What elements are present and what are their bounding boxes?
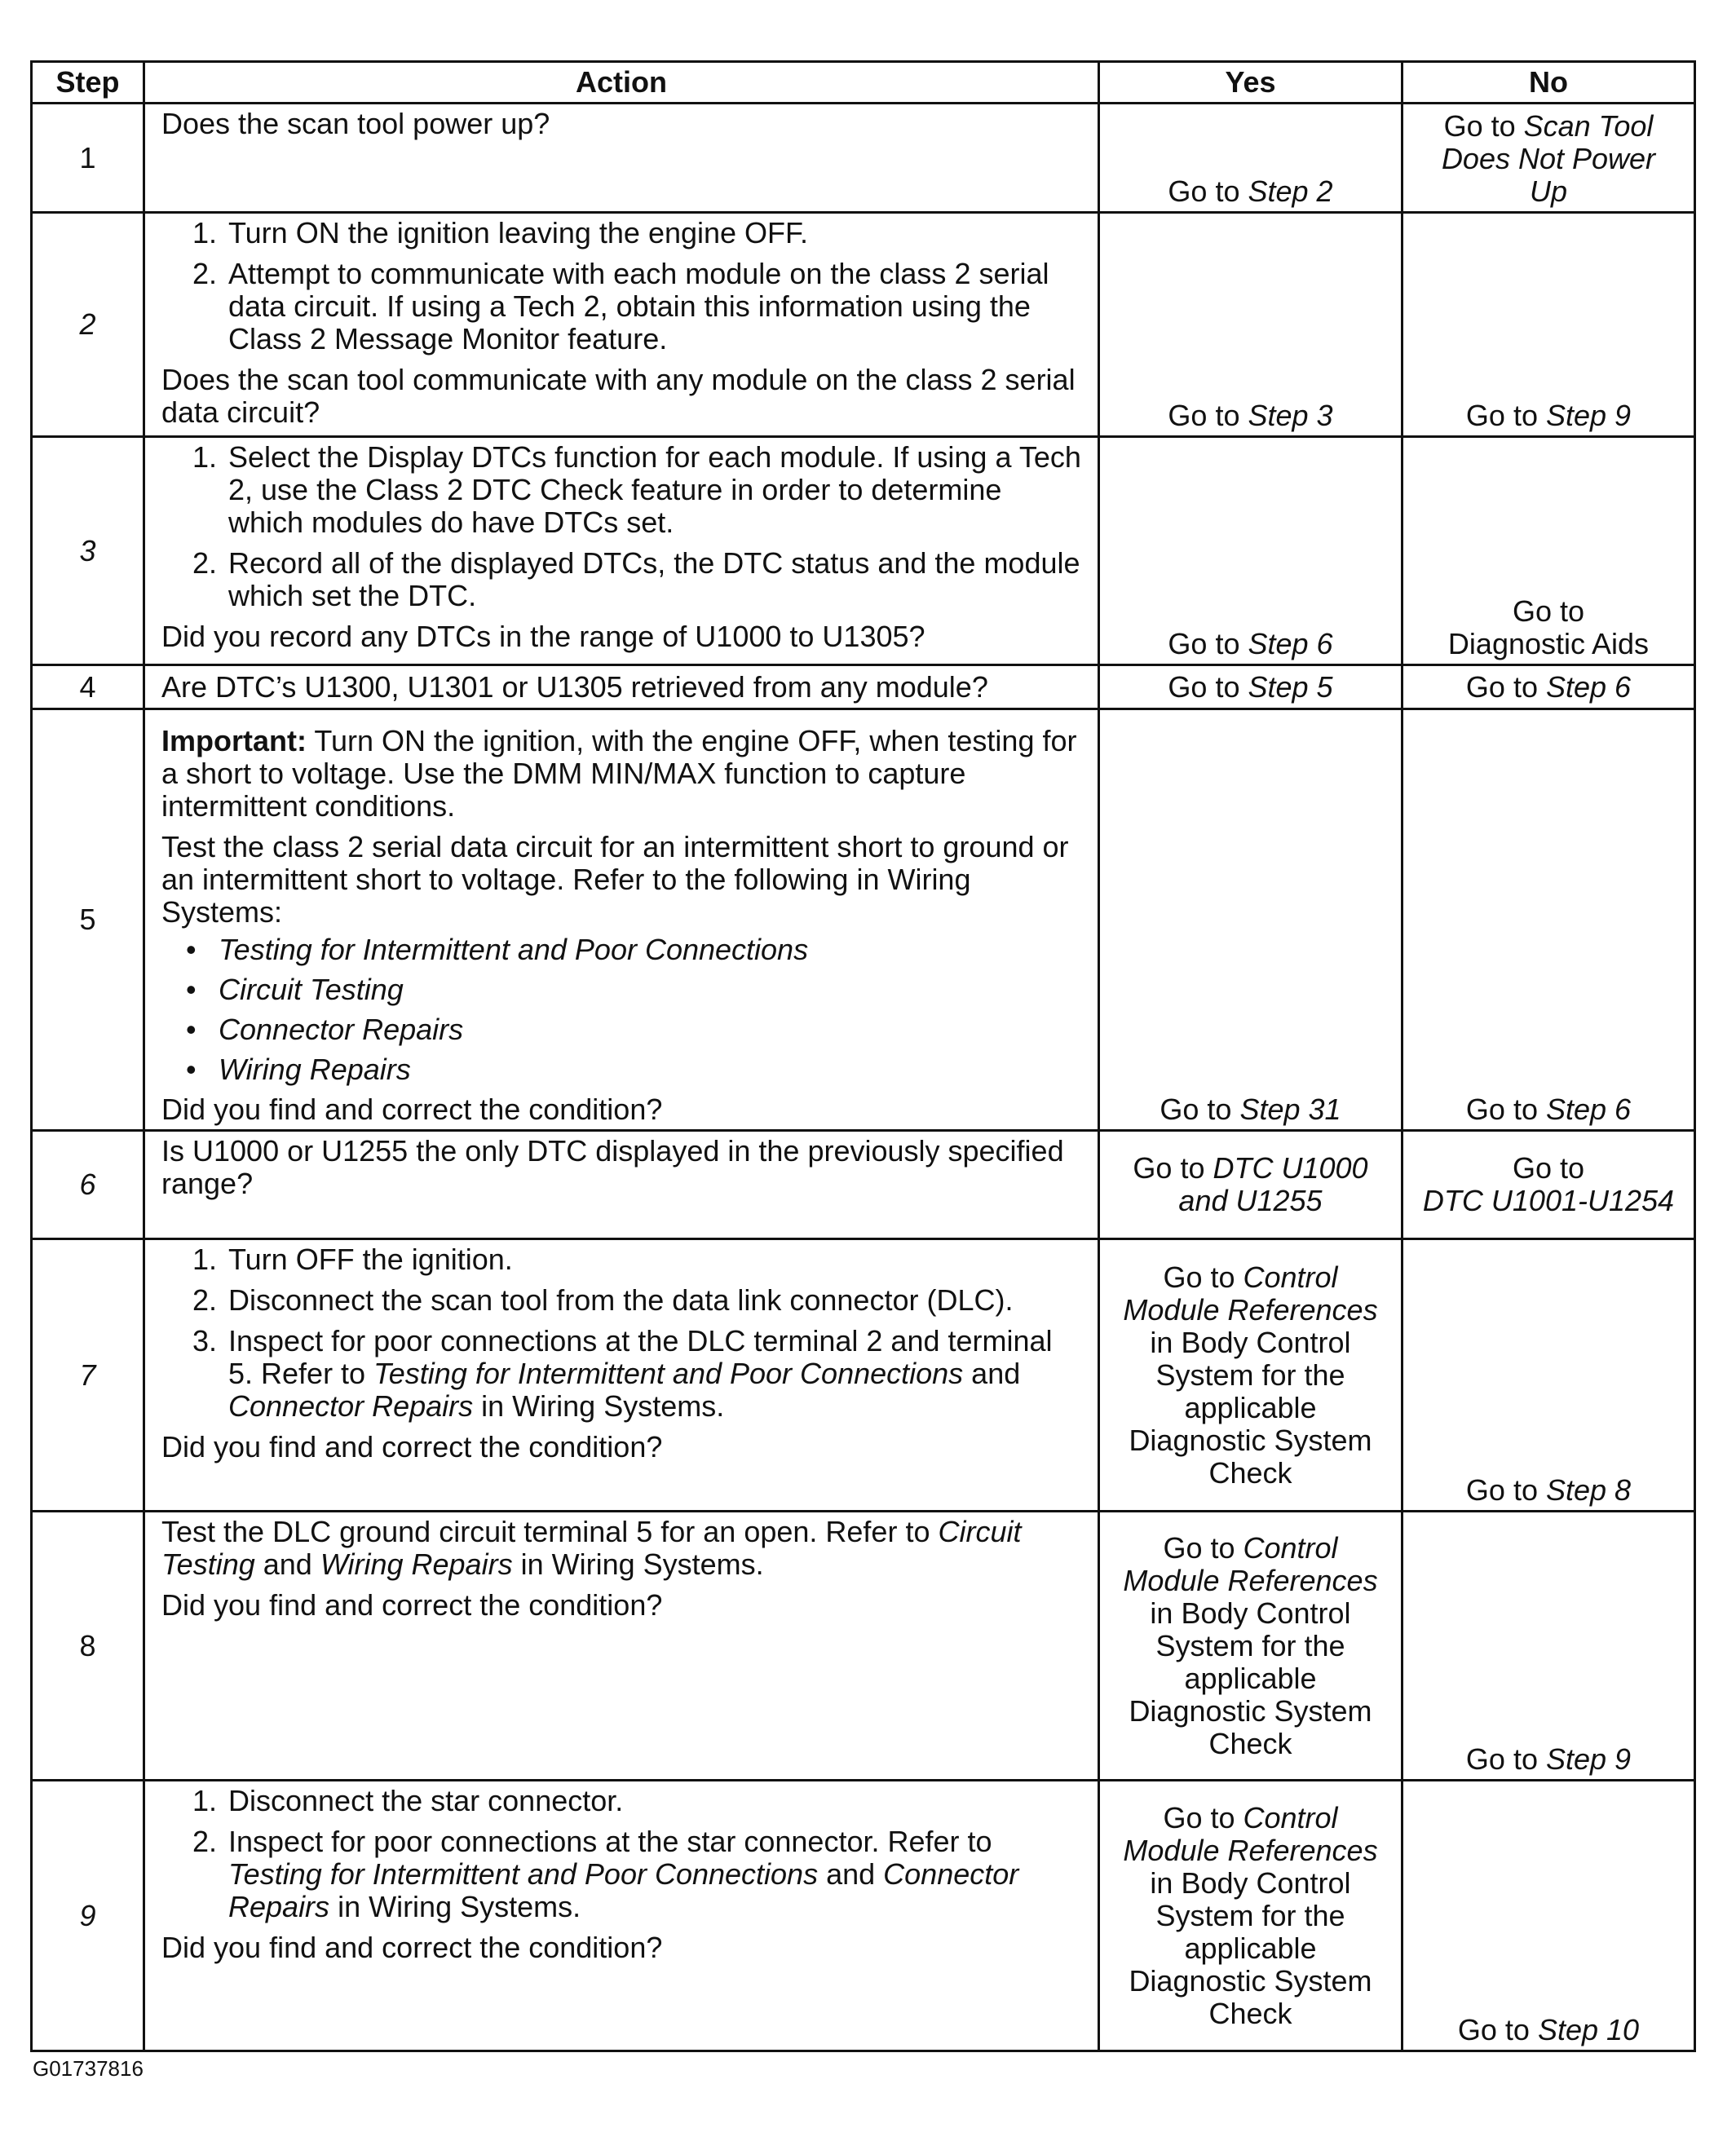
important-label: Important:: [161, 724, 307, 757]
action-cell: [144, 104, 1099, 213]
item-number: 1.: [192, 1243, 217, 1276]
reference-link: Testing for Intermittent and Poor Connections: [373, 1357, 964, 1390]
table-row: [32, 1239, 1695, 1512]
no-text: Go to: [1457, 2013, 1538, 2046]
item-number: 1.: [192, 216, 217, 249]
yes-text: in Body Control System for the applicable Diagnostic System Check: [1129, 1865, 1372, 2030]
action-steps: [161, 1243, 1081, 1423]
item-number: 3.: [192, 1324, 217, 1358]
yes-text: Go to: [1133, 1151, 1213, 1185]
item-text: Inspect for poor connections at the star connector. Refer to: [228, 1825, 992, 1858]
action-text-part: and: [254, 1547, 320, 1581]
item-text: Disconnect the scan tool from the data link connector (DLC).: [228, 1283, 1014, 1317]
reference-list: [161, 934, 1081, 1086]
action-cell: [144, 213, 1099, 437]
header-action: Action: [144, 62, 1099, 104]
no-cell: [1402, 437, 1695, 665]
item-text: and: [818, 1857, 884, 1891]
table-row: [32, 1781, 1695, 2051]
no-link: Step 8: [1545, 1473, 1632, 1507]
list-item: [161, 217, 1081, 249]
no-link: Scan Tool Does Not Power Up: [1441, 109, 1656, 208]
no-link: Step 10: [1537, 2013, 1640, 2046]
no-text: Go to: [1465, 1473, 1546, 1507]
no-text: Go to: [1465, 1093, 1546, 1126]
list-item: • Testing for Intermittent and Poor Connections: [161, 934, 1081, 966]
list-item: [161, 441, 1081, 539]
no-link: Step 9: [1545, 1742, 1632, 1776]
reference-link: Connector Repairs: [228, 1857, 1019, 1923]
list-item: • Circuit Testing: [161, 973, 1081, 1006]
diagnostic-table: [30, 60, 1696, 2052]
yes-link: Step 5: [1248, 669, 1333, 704]
no-cell: [1402, 665, 1695, 709]
figure-id: G01737816: [33, 2056, 144, 2081]
item-text: Record all of the displayed DTCs, the DTC status and the module which set the DTC.: [228, 546, 1080, 612]
step-number: 6: [32, 1131, 144, 1239]
no-link: Step 6: [1545, 1093, 1632, 1126]
yes-text: in Body Control System for the applicable Diagnostic System Check: [1129, 1325, 1372, 1490]
action-text-part: Test the DLC ground circuit terminal 5 for an open. Refer to: [161, 1515, 939, 1548]
action-text-part: in Wiring Systems.: [512, 1547, 764, 1581]
table-row: [32, 1131, 1695, 1239]
important-note: [161, 725, 1081, 823]
list-item: [161, 1325, 1081, 1423]
list-item: [161, 1785, 1081, 1817]
yes-text: Go to: [1168, 669, 1248, 704]
no-text: Go to: [1465, 399, 1546, 432]
yes-link: Control Module References: [1123, 1800, 1378, 1867]
step-number: 9: [32, 1781, 144, 2051]
action-steps: [161, 217, 1081, 355]
question-text: Did you find and correct the condition?: [161, 1430, 663, 1464]
reference-link: Wiring Repairs: [320, 1547, 513, 1581]
list-item: • Wiring Repairs: [161, 1053, 1081, 1086]
yes-cell: [1099, 213, 1402, 437]
item-number: 1.: [192, 440, 217, 474]
header-no: No: [1402, 62, 1695, 104]
important-text: Turn ON the ignition, with the engine OFF, when testing for a short to voltage. Use the DMM MIN/MAX function to capture intermittent conditions.: [161, 724, 1077, 823]
yes-text: Go to: [1160, 1093, 1240, 1126]
item-text: and: [963, 1357, 1021, 1390]
action-cell: [144, 709, 1099, 1131]
yes-text: in Body Control System for the applicable Diagnostic System Check: [1129, 1596, 1372, 1760]
item-number: 2.: [192, 546, 217, 580]
yes-link: Step 31: [1239, 1093, 1341, 1126]
yes-cell: [1099, 1239, 1402, 1512]
item-number: 2.: [192, 1825, 217, 1858]
step-number: 4: [32, 665, 144, 709]
item-text: in Wiring Systems.: [329, 1890, 581, 1923]
yes-cell: [1099, 709, 1402, 1131]
reference-link: Testing for Intermittent and Poor Connections: [228, 1857, 819, 1891]
question-text: Did you find and correct the condition?: [161, 1093, 663, 1126]
table-row: [32, 1512, 1695, 1781]
yes-link: Control Module References: [1123, 1260, 1378, 1327]
item-text: Disconnect the star connector.: [228, 1784, 624, 1817]
no-cell: [1402, 1781, 1695, 2051]
item-text: Select the Display DTCs function for each module. If using a Tech 2, use the Class 2 DTC Check feature in order to determine which modules do have DTCs set.: [228, 440, 1081, 539]
yes-text: Go to: [1163, 1530, 1243, 1565]
yes-link: Control Module References: [1123, 1530, 1378, 1597]
item-text: Turn OFF the ignition.: [228, 1243, 513, 1276]
no-cell: [1402, 1131, 1695, 1239]
no-cell: [1402, 104, 1695, 213]
action-text: Test the class 2 serial data circuit for an intermittent short to ground or an intermittent short to voltage. Refer to the following in Wiring Systems:: [161, 830, 1069, 929]
step-number: 5: [32, 709, 144, 1131]
question-text: Did you find and correct the condition?: [161, 1588, 663, 1622]
no-link: Diagnostic Aids: [1447, 627, 1650, 660]
no-link: DTC U1001-U1254: [1422, 1184, 1675, 1217]
step-number: 2: [32, 213, 144, 437]
table-row: [32, 437, 1695, 665]
yes-link: Step 6: [1248, 627, 1333, 660]
header-step: Step: [32, 62, 144, 104]
no-cell: [1402, 709, 1695, 1131]
question-text: Does the scan tool communicate with any module on the class 2 serial data circuit?: [161, 363, 1076, 429]
action-cell: [144, 1239, 1099, 1512]
item-text: in Wiring Systems.: [473, 1389, 725, 1423]
list-item: [161, 1284, 1081, 1317]
no-cell: [1402, 1512, 1695, 1781]
action-cell: [144, 1512, 1099, 1781]
table-row: [32, 213, 1695, 437]
reference-link: Circuit Testing: [161, 1515, 1022, 1581]
header-yes: Yes: [1099, 62, 1402, 104]
yes-cell: [1099, 665, 1402, 709]
yes-link: Step 3: [1248, 399, 1333, 432]
no-text: Go to: [1465, 1742, 1546, 1776]
list-item: [161, 547, 1081, 612]
action-cell: [144, 1781, 1099, 2051]
yes-link: DTC U1000 and U1255: [1178, 1151, 1368, 1217]
item-number: 2.: [192, 1283, 217, 1317]
action-cell: [144, 665, 1099, 709]
item-number: 2.: [192, 257, 217, 290]
step-number: 1: [32, 104, 144, 213]
action-text: Is U1000 or U1255 the only DTC displayed in the previously specified range?: [161, 1134, 1064, 1200]
yes-text: Go to: [1163, 1800, 1243, 1834]
yes-cell: [1099, 1781, 1402, 2051]
no-text: Go to: [1512, 594, 1585, 628]
no-link: Step 6: [1545, 669, 1632, 704]
list-item: [161, 258, 1081, 355]
list-item: [161, 1826, 1081, 1923]
action-steps: [161, 1785, 1081, 1923]
action-text: Are DTC’s U1300, U1301 or U1305 retrieved from any module?: [161, 669, 988, 704]
yes-cell: [1099, 1512, 1402, 1781]
yes-text: Go to: [1163, 1260, 1243, 1294]
action-steps: [161, 441, 1081, 612]
item-text: Attempt to communicate with each module on the class 2 serial data circuit. If using a Tech 2, obtain this information using the Class 2 Message Monitor feature.: [228, 257, 1049, 355]
action-cell: [144, 437, 1099, 665]
header-row: [32, 62, 1695, 104]
no-text: Go to: [1465, 669, 1546, 704]
action-text: [161, 1516, 1081, 1581]
list-item: [161, 1243, 1081, 1276]
yes-link: Step 2: [1248, 174, 1333, 208]
action-text: Does the scan tool power up?: [161, 107, 550, 140]
no-text: Go to: [1512, 1151, 1585, 1185]
table-row: [32, 104, 1695, 213]
no-cell: [1402, 213, 1695, 437]
no-link: Step 9: [1545, 399, 1632, 432]
question-text: Did you record any DTCs in the range of U1000 to U1305?: [161, 620, 925, 653]
table-row: [32, 709, 1695, 1131]
item-text: Turn ON the ignition leaving the engine OFF.: [228, 216, 809, 249]
item-text: Inspect for poor connections at the DLC terminal 2 and terminal 5. Refer to: [228, 1324, 1053, 1390]
list-item: • Connector Repairs: [161, 1013, 1081, 1046]
table-row: [32, 665, 1695, 709]
no-cell: [1402, 1239, 1695, 1512]
yes-text: Go to: [1168, 399, 1248, 432]
reference-link: Connector Repairs: [228, 1389, 474, 1423]
step-number: 3: [32, 437, 144, 665]
item-number: 1.: [192, 1784, 217, 1817]
step-number: 7: [32, 1239, 144, 1512]
action-cell: [144, 1131, 1099, 1239]
question-text: Did you find and correct the condition?: [161, 1931, 663, 1964]
yes-cell: [1099, 1131, 1402, 1239]
no-text: Go to: [1443, 109, 1524, 143]
yes-cell: [1099, 437, 1402, 665]
yes-text: Go to: [1168, 174, 1248, 208]
yes-text: Go to: [1168, 627, 1248, 660]
step-number: 8: [32, 1512, 144, 1781]
yes-cell: [1099, 104, 1402, 213]
